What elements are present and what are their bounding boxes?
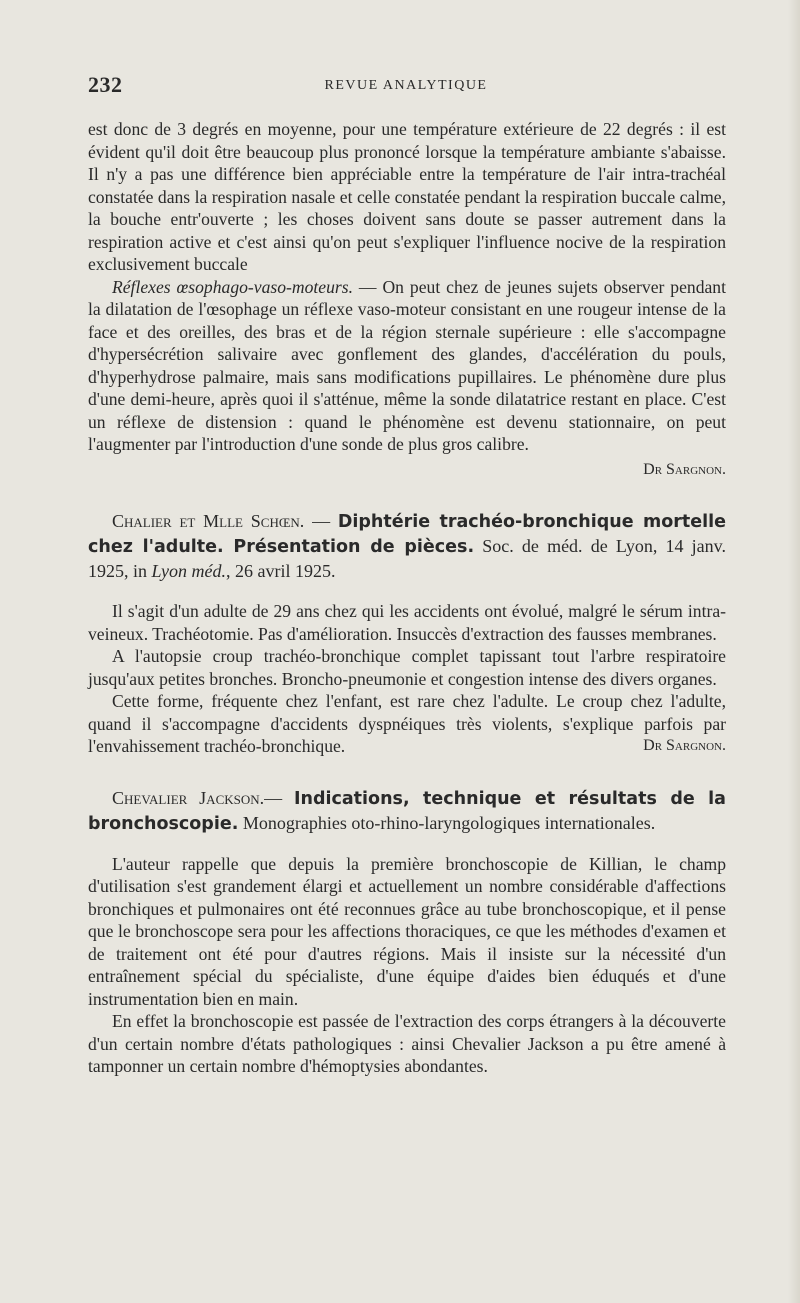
spacer — [88, 481, 726, 509]
spacer — [88, 583, 726, 600]
journal-name: Lyon méd. — [151, 561, 226, 581]
article-authors: Chalier et Mlle Schœn. — [112, 511, 305, 531]
author-signature: Dr Sargnon. — [643, 737, 726, 754]
article-authors: Chevalier Jackson. — [112, 787, 265, 808]
article-title: Diphtérie trachéo-bronchique mortelle chez l'adulte. Présentation de pièces. — [88, 512, 726, 557]
article-reference — [88, 509, 726, 583]
paragraph-text: Cette forme, fréquente chez l'enfant, est rare chez l'adulte. Le croup chez l'adulte, quand il s'accompagne d'accidents dyspnéiques très violents, s'explique parfois par l'envahissement trachéo-bronchique. — [88, 691, 726, 756]
article-continuation — [88, 118, 726, 481]
article-bronchoscopy — [88, 786, 726, 1078]
article-source: Soc. de méd. de Lyon, 14 janv. 1925, in — [88, 536, 726, 581]
author-signature: Dr Sargnon. — [643, 460, 726, 478]
paragraph: est donc de 3 degrés en moyenne, pour une température extérieure de 22 degrés : il est évident qu'il doit être beaucoup plus prononcé lorsque la température ambiante s'abaisse. Il n'y a pas une différence bien appréciable entre la température de l'air intra-trachéal constatée dans la respiration nasale et celle constatée pendant la respiration buccale calme, la bouche entr'ouverte ; les choses doivent sans doute se passer autrement dans la respiration active et c'est ainsi qu'on peut s'expliquer l'influence nocive de la respiration exclusivement buccale — [88, 119, 726, 274]
paragraph: En effet la bronchoscopie est passée de l'extraction des corps étrangers à la découverte d'un certain nombre d'états pathologiques : ainsi Chevalier Jackson a pu être amené à tamponner un certain nombre d'hémoptysies abondantes. — [88, 1011, 726, 1076]
dash: — — [304, 511, 338, 531]
spacer — [88, 836, 726, 853]
dash: — — [264, 787, 294, 808]
running-head: REVUE ANALYTIQUE — [324, 78, 488, 93]
article-title: Indications, technique et résultats de la bronchoscopie. — [88, 788, 726, 834]
paragraph-with-signature — [88, 690, 726, 758]
section-heading: Réflexes œsophago-vaso-moteurs. — [112, 276, 353, 297]
page-header — [88, 72, 724, 102]
page-number: 232 — [88, 72, 123, 97]
page-edge-shadow — [788, 0, 800, 1303]
spacer — [88, 758, 726, 786]
paragraph: A l'autopsie croup trachéo-bronchique complet tapissant tout l'arbre respiratoire jusqu'aux petites bronches. Broncho-pneumonie et congestion intense des divers organes. — [88, 646, 726, 689]
article-reference — [88, 786, 726, 836]
article-source-date: , 26 avril 1925. — [225, 561, 336, 581]
paragraph-text: — On peut chez de jeunes sujets observer pendant la dilatation de l'œsophage un réflexe vaso-moteur consistant en une rougeur intense de la face et des oreilles, des bras et de la région sternale supérieure : elle s'accompagne d'hypersécrétion salivaire avec gonflement des glandes, d'accélération du pouls, d'hyperhydrose palmaire, mais sans modifications pupillaires. Le phénomène dure plus d'une demi-heure, après quoi il s'atténue, même la sonde dilatatrice restant en place. C'est un réflexe de distension : quand le phénomène est devenu stationnaire, on peut l'augmenter par l'introduction d'une sonde de plus gros calibre. — [88, 276, 726, 454]
page-body — [88, 118, 726, 1078]
paragraph-reflexes — [88, 276, 726, 456]
paragraph: L'auteur rappelle que depuis la première bronchoscopie de Killian, le champ d'utilisation s'est grandement élargi et actuellement un nombre considérable d'affections bronchiques et pulmonaires ont été reconnues grâce au tube bronchoscopique, et il pense que le bronchoscope sera pour les affections thoraciques, ce que les méthodes d'examen et de traitement ont été pour d'autres régions. Mais il insiste sur la nécessité d'un entraînement spécial du spécialiste, d'une équipe d'aides bien éduqués et d'une instrumentation bien en main. — [88, 853, 726, 1009]
paragraph: Il s'agit d'un adulte de 29 ans chez qui les accidents ont évolué, malgré le sérum intra-veineux. Trachéotomie. Pas d'amélioration. Insuccès d'extraction des fausses membranes. — [88, 601, 726, 644]
article-diphtheria — [88, 509, 726, 758]
article-source: Monographies oto-rhino-laryngologiques internationales. — [238, 812, 656, 833]
